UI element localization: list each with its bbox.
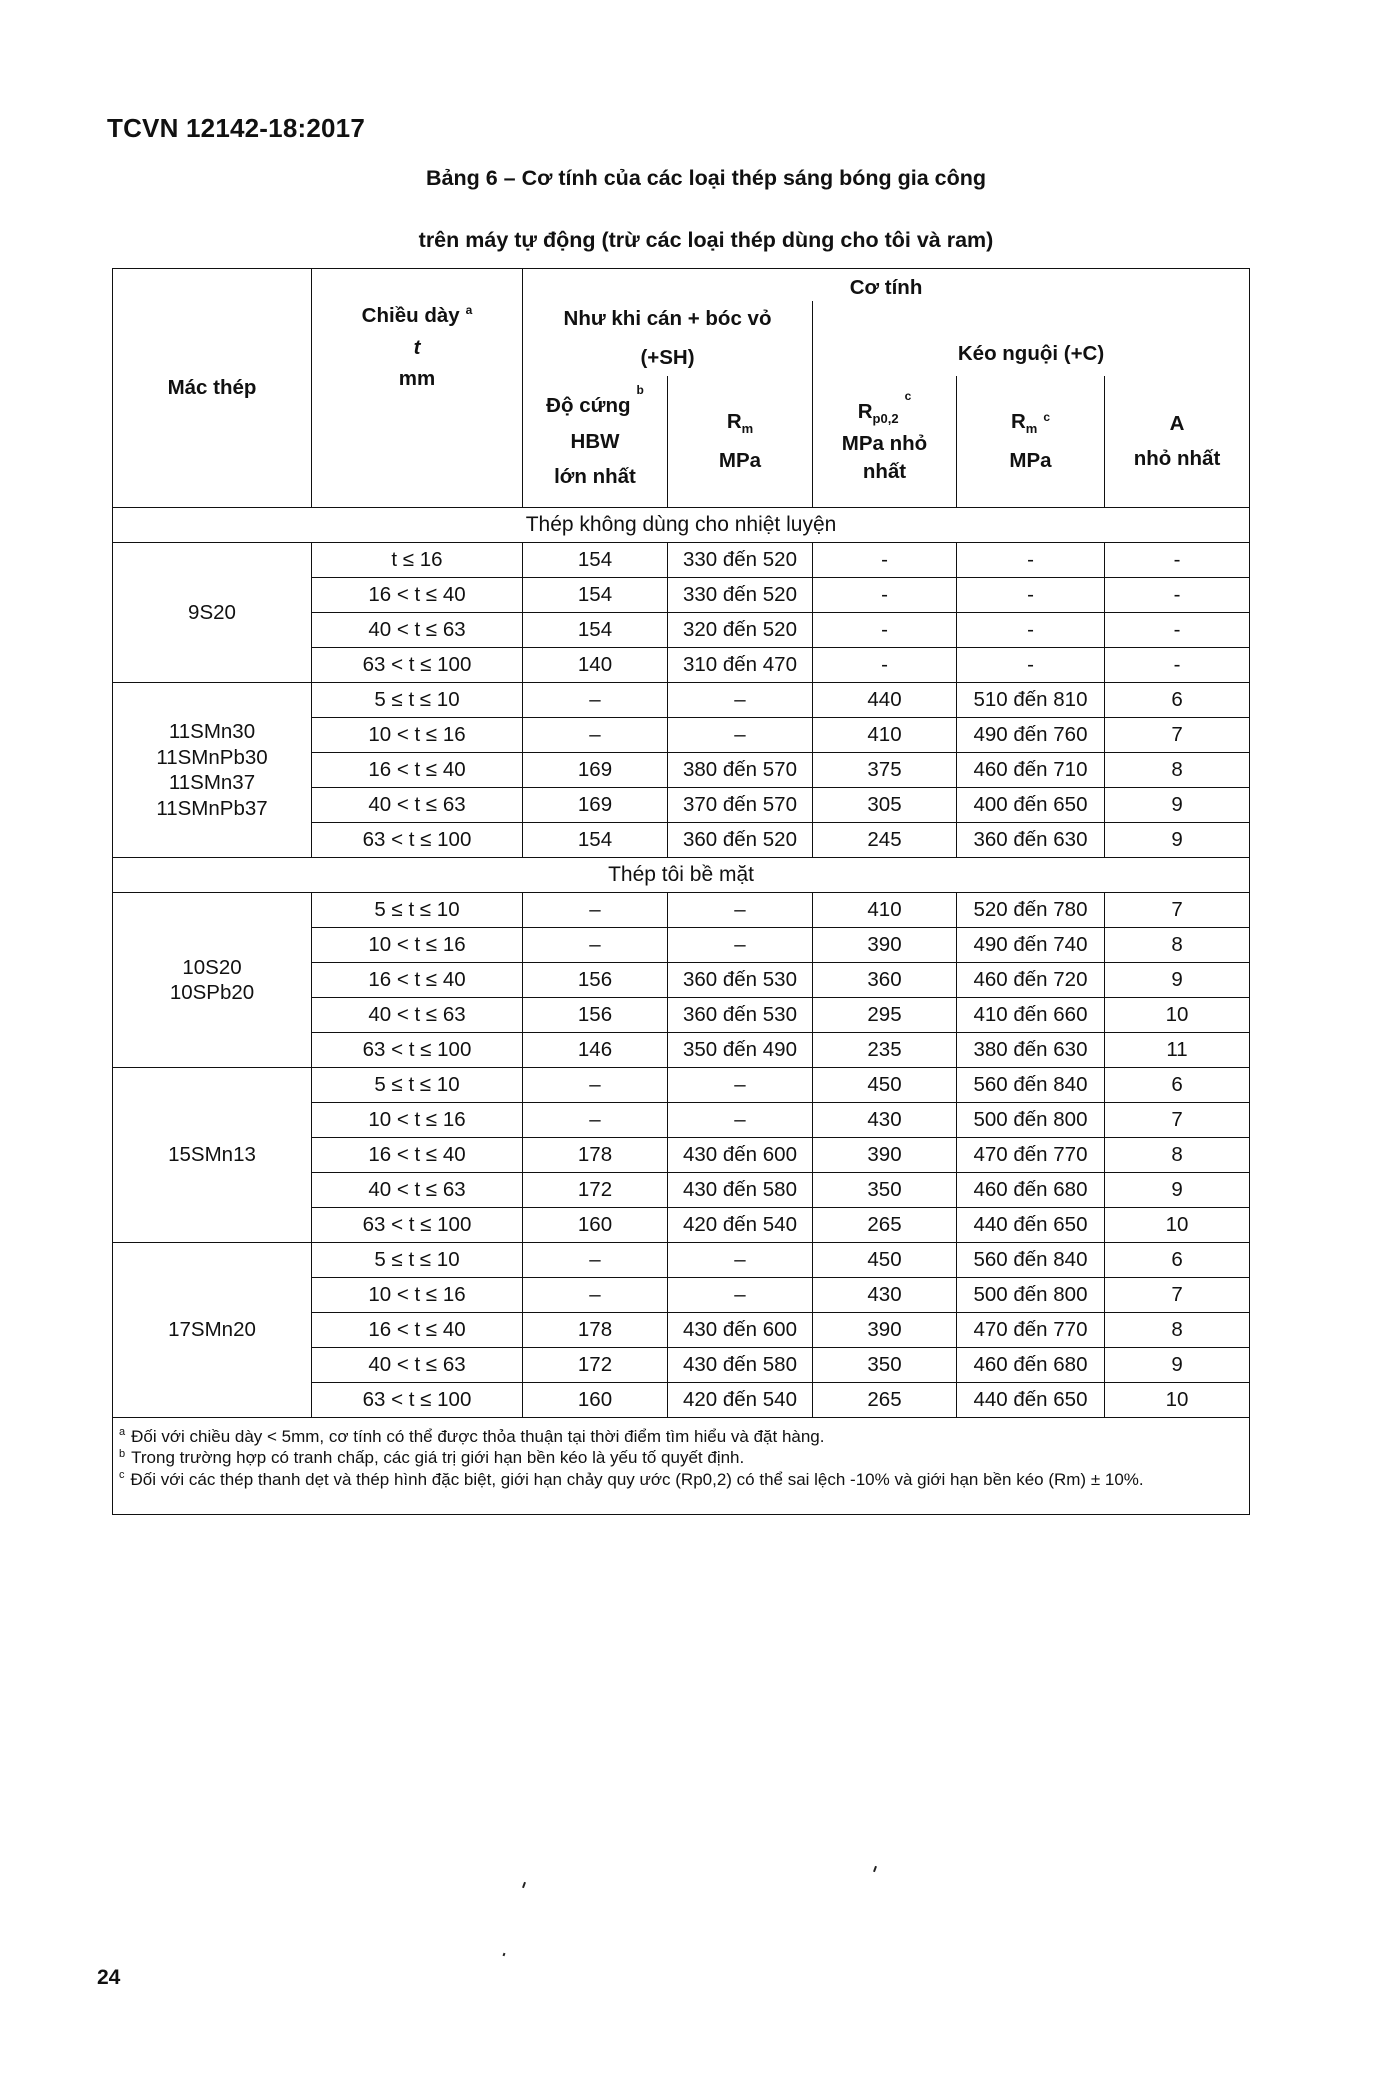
scan-speck (522, 1882, 526, 1888)
steel-grade: 11SMnPb37 (156, 796, 268, 820)
cell-rm: 360 đến 530 (668, 998, 813, 1033)
cell-rm: – (668, 893, 813, 928)
cell-rp: 390 (813, 928, 957, 963)
cell-rm2: 410 đến 660 (957, 998, 1105, 1033)
table-row (113, 1243, 1250, 1278)
cell-rm2: 560 đến 840 (957, 1068, 1105, 1103)
document-code: TCVN 12142-18:2017 (107, 113, 365, 143)
cell-hbw: 156 (523, 998, 668, 1033)
cell-a: 7 (1105, 893, 1250, 928)
cell-rm2: 460 đến 680 (957, 1348, 1105, 1383)
cell-rm: 330 đến 520 (668, 578, 813, 613)
cell-rm: 430 đến 580 (668, 1173, 813, 1208)
cell-rm: – (668, 1068, 813, 1103)
section-row (113, 508, 1250, 543)
cell-a: - (1105, 578, 1250, 613)
footnote (119, 1469, 1241, 1490)
cell-t: 40 < t ≤ 63 (312, 1348, 523, 1383)
cell-hbw: – (523, 1243, 668, 1278)
steel-grade-cell (113, 683, 312, 858)
cell-t: 10 < t ≤ 16 (312, 1278, 523, 1313)
cell-t: 5 ≤ t ≤ 10 (312, 1068, 523, 1103)
cell-rp: 450 (813, 1068, 957, 1103)
cell-hbw: – (523, 1068, 668, 1103)
cell-a: 9 (1105, 788, 1250, 823)
cell-rp: 410 (813, 893, 957, 928)
mechanical-properties-table (112, 268, 1250, 1515)
cell-rm2: - (957, 578, 1105, 613)
cell-hbw: – (523, 893, 668, 928)
cell-rm: 330 đến 520 (668, 543, 813, 578)
cell-rm: – (668, 928, 813, 963)
cell-rp: 245 (813, 823, 957, 858)
header-thickness: Chiều dày $^a$ t mm (312, 269, 523, 508)
steel-grade-cell (113, 1243, 312, 1418)
cell-t: 16 < t ≤ 40 (312, 753, 523, 788)
cell-rm2: 510 đến 810 (957, 683, 1105, 718)
cell-rm2: 490 đến 760 (957, 718, 1105, 753)
cell-rm: 360 đến 520 (668, 823, 813, 858)
cell-t: 40 < t ≤ 63 (312, 1173, 523, 1208)
table-caption-line-1: Bảng 6 – Cơ tính của các loại thép sáng bóng gia công (425, 166, 987, 190)
cell-a: 10 (1105, 998, 1250, 1033)
cell-hbw: 154 (523, 578, 668, 613)
cell-rp: 350 (813, 1348, 957, 1383)
scan-speck (873, 1866, 877, 1872)
steel-grade: 10S20 (182, 955, 242, 979)
cell-rm: 320 đến 520 (668, 613, 813, 648)
cell-rm: 310 đến 470 (668, 648, 813, 683)
cell-a: 11 (1105, 1033, 1250, 1068)
cell-rm: 420 đến 540 (668, 1208, 813, 1243)
scan-speck (503, 1953, 506, 1957)
cell-a: 8 (1105, 1313, 1250, 1348)
cell-a: - (1105, 613, 1250, 648)
cell-rm2: 460 đến 720 (957, 963, 1105, 998)
footnote-mark: a (119, 1426, 126, 1439)
cell-t: 16 < t ≤ 40 (312, 1138, 523, 1173)
cell-rm2: 500 đến 800 (957, 1103, 1105, 1138)
cell-hbw: 169 (523, 753, 668, 788)
cell-a: 10 (1105, 1208, 1250, 1243)
cell-hbw: 154 (523, 613, 668, 648)
cell-rm: – (668, 1278, 813, 1313)
cell-rp: 440 (813, 683, 957, 718)
cell-a: 6 (1105, 683, 1250, 718)
cell-rp: 235 (813, 1033, 957, 1068)
cell-rp: 360 (813, 963, 957, 998)
cell-rm: – (668, 1103, 813, 1138)
cell-a: 8 (1105, 1138, 1250, 1173)
cell-t: 63 < t ≤ 100 (312, 1208, 523, 1243)
cell-rm2: 470 đến 770 (957, 1313, 1105, 1348)
cell-rp: 410 (813, 718, 957, 753)
header-grade: Mác thép (113, 269, 312, 508)
cell-t: 5 ≤ t ≤ 10 (312, 893, 523, 928)
cell-t: 16 < t ≤ 40 (312, 963, 523, 998)
cell-a: 7 (1105, 718, 1250, 753)
cell-a: 8 (1105, 928, 1250, 963)
cell-a: 6 (1105, 1243, 1250, 1278)
footnote-text: Đối với chiều dày < 5mm, cơ tính có thể được thỏa thuận tại thời điểm tìm hiểu và đặt hàng. (131, 1427, 825, 1447)
cell-rp: 450 (813, 1243, 957, 1278)
cell-rm2: - (957, 648, 1105, 683)
cell-rm: – (668, 1243, 813, 1278)
cell-rm: 430 đến 580 (668, 1348, 813, 1383)
cell-hbw: – (523, 928, 668, 963)
cell-rm2: 380 đến 630 (957, 1033, 1105, 1068)
header-hardness: Độ cứng$^b$ HBW lớn nhất (523, 376, 668, 508)
cell-a: 8 (1105, 753, 1250, 788)
cell-rp: - (813, 648, 957, 683)
footnotes (113, 1418, 1250, 1515)
cell-rp: 430 (813, 1103, 957, 1138)
cell-rp: 375 (813, 753, 957, 788)
cell-rm2: 460 đến 710 (957, 753, 1105, 788)
cell-rm2: - (957, 613, 1105, 648)
table-caption-line-2: trên máy tự động (trừ các loại thép dùng cho tôi và ram) (418, 228, 994, 252)
header-rm-as-rolled: $R_m$ MPa (668, 376, 813, 508)
cell-hbw: 156 (523, 963, 668, 998)
cell-hbw: 160 (523, 1208, 668, 1243)
cell-a: 6 (1105, 1068, 1250, 1103)
cell-rp: 430 (813, 1278, 957, 1313)
cell-hbw: 178 (523, 1313, 668, 1348)
cell-rm: 430 đến 600 (668, 1313, 813, 1348)
cell-t: 5 ≤ t ≤ 10 (312, 683, 523, 718)
cell-a: 7 (1105, 1278, 1250, 1313)
cell-t: 10 < t ≤ 16 (312, 1103, 523, 1138)
cell-t: 16 < t ≤ 40 (312, 578, 523, 613)
cell-hbw: 154 (523, 543, 668, 578)
cell-rm2: 400 đến 650 (957, 788, 1105, 823)
steel-grade: 9S20 (188, 600, 236, 624)
cell-rm2: - (957, 543, 1105, 578)
cell-rm2: 440 đến 650 (957, 1208, 1105, 1243)
steel-grade: 17SMn20 (168, 1318, 256, 1342)
cell-rp: - (813, 613, 957, 648)
cell-rm: 420 đến 540 (668, 1383, 813, 1418)
cell-t: 63 < t ≤ 100 (312, 823, 523, 858)
header-rm-cold-drawn: $R_m^c$ MPa (957, 376, 1105, 508)
steel-grade: 10SPb20 (169, 981, 255, 1005)
page-number: 24 (97, 1966, 121, 1989)
cell-t: 10 < t ≤ 16 (312, 718, 523, 753)
footnote-mark: b (119, 1447, 126, 1460)
footnote-text: Trong trường hợp có tranh chấp, các giá trị giới hạn bền kéo là yếu tố quyết định. (131, 1448, 745, 1468)
cell-rm: – (668, 683, 813, 718)
footnote (119, 1426, 1241, 1447)
cell-rm2: 360 đến 630 (957, 823, 1105, 858)
cell-rm2: 460 đến 680 (957, 1173, 1105, 1208)
cell-rm2: 520 đến 780 (957, 893, 1105, 928)
cell-rp: 390 (813, 1313, 957, 1348)
steel-grade: 11SMn30 (168, 719, 256, 743)
cell-t: 16 < t ≤ 40 (312, 1313, 523, 1348)
cell-a: 9 (1105, 963, 1250, 998)
footnote-text: Đối với các thép thanh dẹt và thép hình đặc biệt, giới hạn chảy quy ước (Rp0,2) có thể sai lệch -10% và giới hạn bền kéo (Rm) ± 10%. (130, 1469, 1144, 1489)
cell-rm2: 440 đến 650 (957, 1383, 1105, 1418)
section-title: Thép tôi bề mặt (113, 858, 1250, 893)
header-elongation: A nhỏ nhất (1105, 376, 1250, 508)
cell-hbw: – (523, 1278, 668, 1313)
cell-rp: 265 (813, 1208, 957, 1243)
table-row (113, 683, 1250, 718)
cell-rp: 305 (813, 788, 957, 823)
cell-t: 10 < t ≤ 16 (312, 928, 523, 963)
steel-grade-cell (113, 893, 312, 1068)
cell-t: 63 < t ≤ 100 (312, 1033, 523, 1068)
steel-grade: 15SMn13 (168, 1143, 256, 1167)
cell-rm: 350 đến 490 (668, 1033, 813, 1068)
steel-grade-cell (113, 1068, 312, 1243)
header-rp02: $R_{p0,2}^c$ MPa nhỏ nhất (813, 376, 957, 508)
steel-grade: 11SMn37 (168, 771, 256, 795)
cell-rm: 430 đến 600 (668, 1138, 813, 1173)
cell-a: - (1105, 543, 1250, 578)
cell-a: - (1105, 648, 1250, 683)
cell-t: 40 < t ≤ 63 (312, 998, 523, 1033)
cell-t: 40 < t ≤ 63 (312, 613, 523, 648)
cell-hbw: 140 (523, 648, 668, 683)
cell-rp: - (813, 543, 957, 578)
cell-a: 9 (1105, 1348, 1250, 1383)
cell-t: t ≤ 16 (312, 543, 523, 578)
steel-grade-cell (113, 543, 312, 683)
cell-hbw: 172 (523, 1348, 668, 1383)
cell-a: 10 (1105, 1383, 1250, 1418)
footnote-mark: c (119, 1468, 125, 1481)
cell-rm: – (668, 718, 813, 753)
cell-hbw: 154 (523, 823, 668, 858)
table-body (113, 508, 1250, 1418)
cell-hbw: 146 (523, 1033, 668, 1068)
cell-hbw: – (523, 683, 668, 718)
table-row (113, 893, 1250, 928)
header-cold-drawn: Kéo nguội (+C) (813, 301, 1250, 376)
cell-t: 40 < t ≤ 63 (312, 788, 523, 823)
cell-hbw: – (523, 718, 668, 753)
cell-a: 9 (1105, 823, 1250, 858)
cell-hbw: 172 (523, 1173, 668, 1208)
section-title: Thép không dùng cho nhiệt luyện (113, 508, 1250, 543)
cell-rm2: 470 đến 770 (957, 1138, 1105, 1173)
cell-hbw: – (523, 1103, 668, 1138)
cell-rm: 380 đến 570 (668, 753, 813, 788)
table-row (113, 543, 1250, 578)
cell-a: 7 (1105, 1103, 1250, 1138)
cell-rm2: 560 đến 840 (957, 1243, 1105, 1278)
cell-rm: 360 đến 530 (668, 963, 813, 998)
cell-hbw: 169 (523, 788, 668, 823)
cell-rm: 370 đến 570 (668, 788, 813, 823)
header-as-rolled: Như khi cán + bóc vỏ (+SH) (523, 301, 813, 376)
cell-t: 5 ≤ t ≤ 10 (312, 1243, 523, 1278)
cell-hbw: 178 (523, 1138, 668, 1173)
cell-rp: 295 (813, 998, 957, 1033)
cell-t: 63 < t ≤ 100 (312, 648, 523, 683)
table-header (113, 269, 1250, 508)
cell-rm2: 500 đến 800 (957, 1278, 1105, 1313)
cell-hbw: 160 (523, 1383, 668, 1418)
cell-a: 9 (1105, 1173, 1250, 1208)
table-row (113, 1068, 1250, 1103)
section-row (113, 858, 1250, 893)
cell-t: 63 < t ≤ 100 (312, 1383, 523, 1418)
steel-grade: 11SMnPb30 (156, 745, 268, 769)
cell-rp: 350 (813, 1173, 957, 1208)
footnote (119, 1447, 1241, 1468)
cell-rm2: 490 đến 740 (957, 928, 1105, 963)
cell-rp: - (813, 578, 957, 613)
cell-rp: 265 (813, 1383, 957, 1418)
cell-rp: 390 (813, 1138, 957, 1173)
header-mechanical: Cơ tính (523, 269, 1250, 301)
